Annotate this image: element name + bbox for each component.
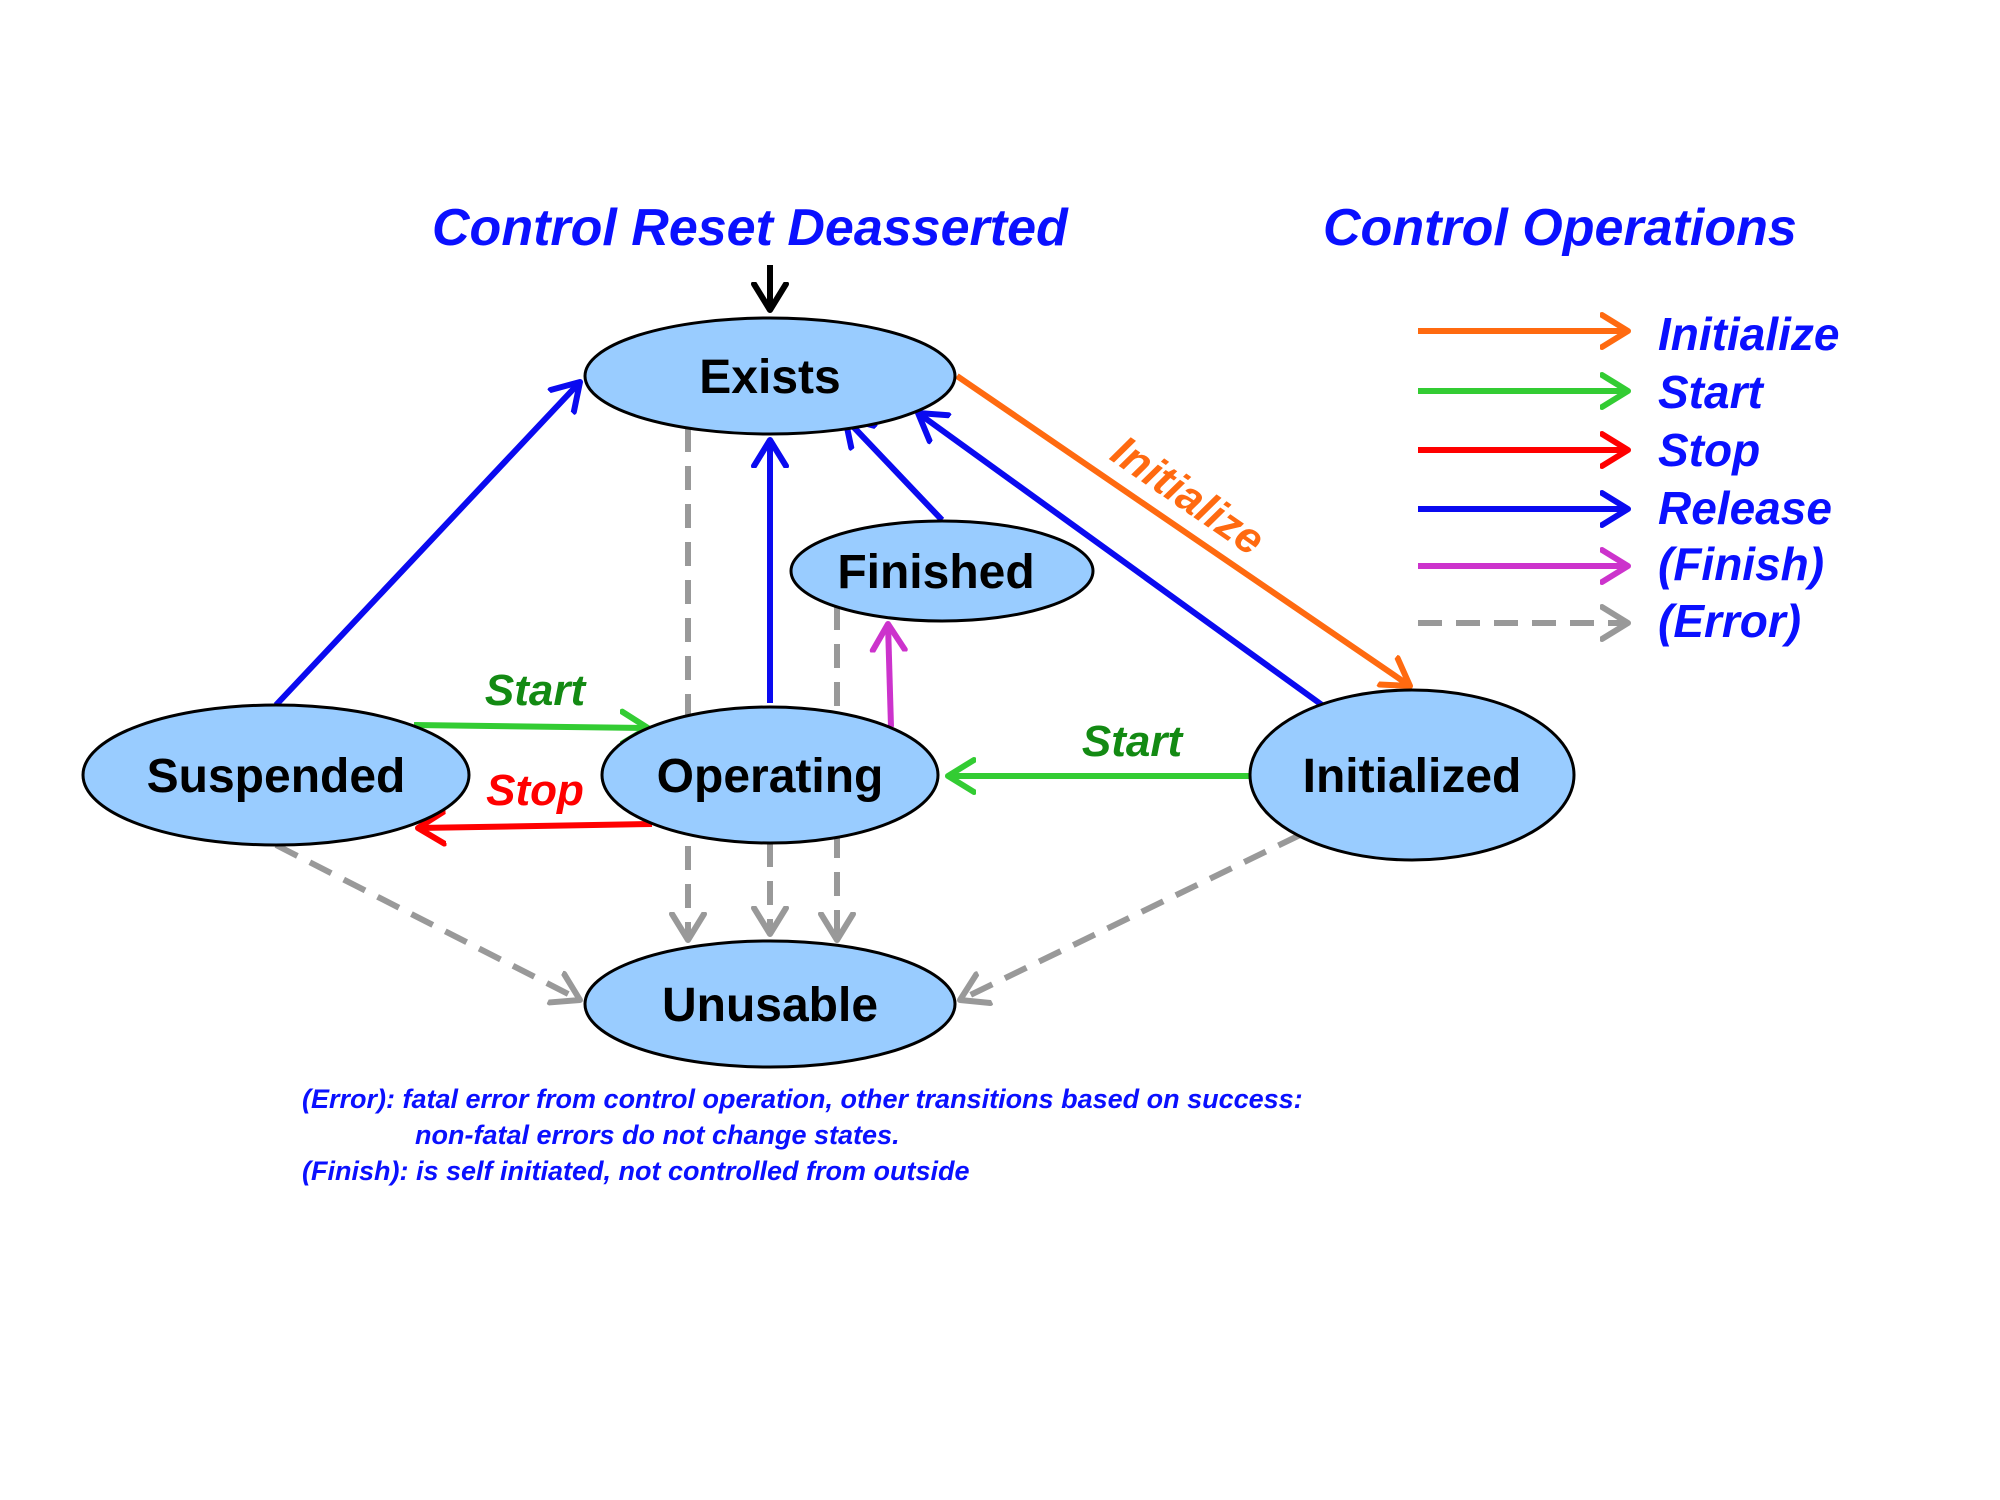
legend-label-release: Release [1658,482,1832,534]
legend-label-finish: (Finish) [1658,538,1825,590]
legend-label-start: Start [1658,366,1763,418]
title-control-operations: Control Operations [1323,199,1797,257]
edge-release-suspended-exists [276,382,580,705]
legend-label-stop: Stop [1658,424,1761,476]
node-exists-label: Exists [699,351,841,404]
node-initialized-label: Initialized [1302,750,1522,803]
legend [1418,308,1839,647]
title-reset: Control Reset Deasserted [432,199,1068,257]
node-unusable-label: Unusable [661,979,879,1032]
edge-finish-operating-finished [888,624,891,727]
legend-label-error: (Error) [1658,595,1802,647]
legend-item-release [1418,482,1832,534]
note-error-line1: (Error): fatal error from control operation, other transitions based on success: [302,1084,1303,1114]
legend-label-initialize: Initialize [1658,308,1840,360]
legend-item-start [1418,366,1764,418]
edge-stop-operating-suspended [418,824,652,828]
node-operating [602,707,938,843]
edge-label-stop: Stop [486,766,584,815]
edge-error-suspended-unusable [276,845,580,1000]
edge-start-suspended-operating [414,725,648,728]
edge-error-initialized-unusable [960,835,1300,1000]
node-unusable [585,941,955,1067]
edge-label-start-suspended: Start [484,666,586,715]
node-finished-label: Finished [837,546,1035,599]
edge-label-start-initialized: Start [1081,717,1183,766]
node-operating-label: Operating [656,750,884,803]
note-finish: (Finish): is self initiated, not controlled from outside [302,1156,970,1186]
legend-item-finish [1418,538,1824,590]
node-finished [791,521,1093,621]
legend-item-stop [1418,424,1760,476]
node-suspended-label: Suspended [146,750,406,803]
note-error-line2: non-fatal errors do not change states. [415,1120,900,1150]
node-suspended [83,705,469,845]
edge-label-initialize: Initialize [1102,426,1274,566]
node-exists [585,318,955,434]
legend-item-error [1418,595,1801,647]
legend-item-initialize [1418,308,1839,360]
node-initialized [1250,690,1574,860]
edge-release-finished-exists [845,418,942,520]
